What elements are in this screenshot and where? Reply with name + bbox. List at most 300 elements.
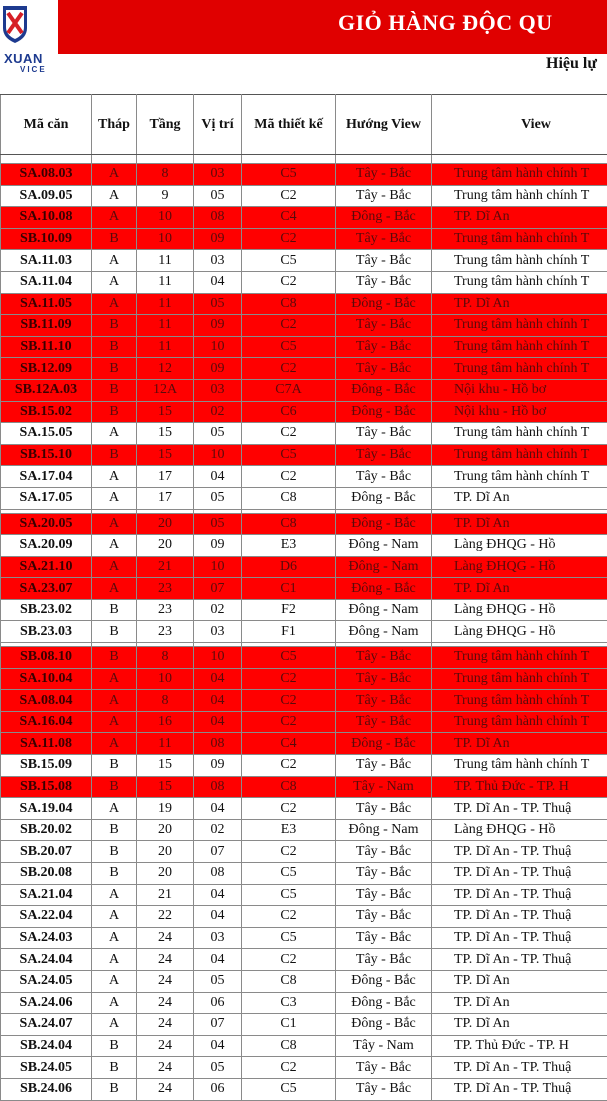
cell-design[interactable]: C8	[242, 970, 336, 992]
cell-position[interactable]: 05	[194, 185, 242, 207]
cell-view[interactable]: Trung tâm hành chính T	[432, 271, 607, 293]
cell-position[interactable]: 10	[194, 444, 242, 466]
cell-design[interactable]: C7A	[242, 379, 336, 401]
cell-direction[interactable]: Tây - Bắc	[336, 863, 432, 885]
cell-view[interactable]: Trung tâm hành chính T	[432, 423, 607, 445]
table-row[interactable]	[1, 444, 607, 466]
cell-tower[interactable]: B	[92, 647, 137, 669]
cell-floor[interactable]: 15	[137, 755, 194, 777]
cell-position[interactable]: 03	[194, 250, 242, 272]
cell-position[interactable]: 02	[194, 819, 242, 841]
cell-position[interactable]: 04	[194, 690, 242, 712]
cell-position[interactable]: 05	[194, 423, 242, 445]
cell-view[interactable]: Làng ĐHQG - Hồ	[432, 535, 607, 557]
cell-tower[interactable]: B	[92, 776, 137, 798]
cell-tower[interactable]: A	[92, 798, 137, 820]
cell-code[interactable]: SA.15.05	[1, 423, 92, 445]
cell-position[interactable]: 04	[194, 668, 242, 690]
cell-position[interactable]: 07	[194, 1014, 242, 1036]
table-row[interactable]	[1, 228, 607, 250]
cell-design[interactable]: C2	[242, 228, 336, 250]
cell-design[interactable]: C5	[242, 444, 336, 466]
cell-code[interactable]: SB.15.09	[1, 755, 92, 777]
cell-view[interactable]: Trung tâm hành chính T	[432, 185, 607, 207]
cell-tower[interactable]: A	[92, 271, 137, 293]
cell-floor[interactable]: 24	[137, 927, 194, 949]
cell-view[interactable]: TP. Thủ Đức - TP. H	[432, 776, 607, 798]
cell-direction[interactable]: Tây - Bắc	[336, 841, 432, 863]
table-row[interactable]	[1, 1035, 607, 1057]
cell-design[interactable]: C6	[242, 401, 336, 423]
cell-view[interactable]: Trung tâm hành chính T	[432, 336, 607, 358]
cell-tower[interactable]: B	[92, 228, 137, 250]
cell-code[interactable]: SB.24.04	[1, 1035, 92, 1057]
col-header-design[interactable]: Mã thiết kế	[242, 95, 336, 155]
cell-position[interactable]: 05	[194, 970, 242, 992]
cell-tower[interactable]: B	[92, 863, 137, 885]
cell-view[interactable]: TP. Dĩ An	[432, 513, 607, 535]
cell-view[interactable]: Trung tâm hành chính T	[432, 647, 607, 669]
cell-position[interactable]: 09	[194, 358, 242, 380]
table-row[interactable]	[1, 992, 607, 1014]
cell-position[interactable]: 08	[194, 207, 242, 229]
cell-design[interactable]: F1	[242, 621, 336, 643]
cell-tower[interactable]: A	[92, 185, 137, 207]
table-row[interactable]	[1, 466, 607, 488]
col-header-code[interactable]: Mã căn	[1, 95, 92, 155]
cell-code[interactable]: SB.20.08	[1, 863, 92, 885]
cell-direction[interactable]: Đông - Nam	[336, 621, 432, 643]
cell-position[interactable]: 06	[194, 992, 242, 1014]
cell-tower[interactable]: B	[92, 841, 137, 863]
cell-tower[interactable]: A	[92, 423, 137, 445]
cell-tower[interactable]: B	[92, 599, 137, 621]
cell-view[interactable]: Nội khu - Hồ bơ	[432, 401, 607, 423]
table-row[interactable]	[1, 578, 607, 600]
cell-position[interactable]: 04	[194, 906, 242, 928]
cell-code[interactable]: SA.23.07	[1, 578, 92, 600]
cell-design[interactable]: C5	[242, 250, 336, 272]
cell-view[interactable]: TP. Dĩ An - TP. Thuậ	[432, 884, 607, 906]
cell-design[interactable]: C8	[242, 293, 336, 315]
table-row[interactable]	[1, 776, 607, 798]
cell-design[interactable]: C2	[242, 271, 336, 293]
cell-direction[interactable]: Tây - Bắc	[336, 315, 432, 337]
cell-code[interactable]: SB.10.09	[1, 228, 92, 250]
cell-code[interactable]: SA.24.03	[1, 927, 92, 949]
table-row[interactable]	[1, 315, 607, 337]
cell-tower[interactable]: B	[92, 358, 137, 380]
cell-view[interactable]: TP. Dĩ An	[432, 487, 607, 509]
cell-position[interactable]: 10	[194, 336, 242, 358]
cell-design[interactable]: C1	[242, 578, 336, 600]
cell-design[interactable]: C2	[242, 315, 336, 337]
cell-code[interactable]: SB.24.06	[1, 1078, 92, 1100]
table-row[interactable]	[1, 927, 607, 949]
cell-direction[interactable]: Đông - Bắc	[336, 1014, 432, 1036]
cell-view[interactable]: TP. Dĩ An - TP. Thuậ	[432, 841, 607, 863]
cell-design[interactable]: C2	[242, 466, 336, 488]
cell-design[interactable]: C2	[242, 358, 336, 380]
cell-design[interactable]: C5	[242, 336, 336, 358]
cell-direction[interactable]: Đông - Bắc	[336, 379, 432, 401]
cell-code[interactable]: SA.08.04	[1, 690, 92, 712]
table-row[interactable]	[1, 185, 607, 207]
cell-direction[interactable]: Tây - Bắc	[336, 690, 432, 712]
cell-tower[interactable]: A	[92, 293, 137, 315]
cell-code[interactable]: SA.08.03	[1, 164, 92, 186]
cell-position[interactable]: 08	[194, 776, 242, 798]
cell-view[interactable]: TP. Dĩ An	[432, 207, 607, 229]
cell-design[interactable]: C8	[242, 776, 336, 798]
cell-position[interactable]: 08	[194, 863, 242, 885]
cell-view[interactable]: TP. Dĩ An - TP. Thuậ	[432, 1078, 607, 1100]
cell-tower[interactable]: A	[92, 556, 137, 578]
cell-view[interactable]: TP. Dĩ An - TP. Thuậ	[432, 863, 607, 885]
cell-code[interactable]: SB.12.09	[1, 358, 92, 380]
cell-view[interactable]: Trung tâm hành chính T	[432, 466, 607, 488]
cell-position[interactable]: 04	[194, 271, 242, 293]
cell-code[interactable]: SA.24.07	[1, 1014, 92, 1036]
cell-tower[interactable]: A	[92, 992, 137, 1014]
cell-direction[interactable]: Tây - Bắc	[336, 927, 432, 949]
cell-design[interactable]: C2	[242, 423, 336, 445]
table-row[interactable]	[1, 556, 607, 578]
cell-floor[interactable]: 23	[137, 621, 194, 643]
cell-tower[interactable]: A	[92, 970, 137, 992]
cell-view[interactable]: Trung tâm hành chính T	[432, 315, 607, 337]
col-header-floor[interactable]: Tầng	[137, 95, 194, 155]
cell-view[interactable]: Trung tâm hành chính T	[432, 668, 607, 690]
cell-design[interactable]: C8	[242, 1035, 336, 1057]
cell-design[interactable]: C4	[242, 207, 336, 229]
cell-view[interactable]: Làng ĐHQG - Hồ	[432, 556, 607, 578]
cell-view[interactable]: TP. Dĩ An	[432, 733, 607, 755]
cell-tower[interactable]: A	[92, 1014, 137, 1036]
table-row[interactable]	[1, 293, 607, 315]
cell-code[interactable]: SB.15.02	[1, 401, 92, 423]
cell-tower[interactable]: B	[92, 755, 137, 777]
cell-direction[interactable]: Tây - Nam	[336, 776, 432, 798]
cell-code[interactable]: SA.20.05	[1, 513, 92, 535]
cell-position[interactable]: 09	[194, 228, 242, 250]
cell-design[interactable]: C5	[242, 1078, 336, 1100]
cell-design[interactable]: C8	[242, 487, 336, 509]
col-header-view[interactable]: View	[432, 95, 607, 155]
col-header-position[interactable]: Vị trí	[194, 95, 242, 155]
cell-direction[interactable]: Đông - Bắc	[336, 970, 432, 992]
cell-position[interactable]: 07	[194, 578, 242, 600]
cell-direction[interactable]: Đông - Bắc	[336, 401, 432, 423]
cell-tower[interactable]: A	[92, 164, 137, 186]
table-row[interactable]	[1, 841, 607, 863]
cell-position[interactable]: 09	[194, 535, 242, 557]
cell-floor[interactable]: 24	[137, 1014, 194, 1036]
cell-tower[interactable]: A	[92, 927, 137, 949]
cell-floor[interactable]: 15	[137, 444, 194, 466]
cell-direction[interactable]: Tây - Bắc	[336, 164, 432, 186]
cell-floor[interactable]: 12	[137, 358, 194, 380]
cell-floor[interactable]: 19	[137, 798, 194, 820]
cell-tower[interactable]: A	[92, 207, 137, 229]
table-row[interactable]	[1, 336, 607, 358]
cell-design[interactable]: C2	[242, 668, 336, 690]
cell-direction[interactable]: Tây - Bắc	[336, 668, 432, 690]
cell-design[interactable]: C2	[242, 690, 336, 712]
cell-code[interactable]: SA.19.04	[1, 798, 92, 820]
cell-position[interactable]: 08	[194, 733, 242, 755]
cell-code[interactable]: SA.21.04	[1, 884, 92, 906]
cell-floor[interactable]: 10	[137, 228, 194, 250]
cell-view[interactable]: Làng ĐHQG - Hồ	[432, 599, 607, 621]
cell-view[interactable]: TP. Dĩ An	[432, 1014, 607, 1036]
cell-code[interactable]: SB.24.05	[1, 1057, 92, 1079]
cell-design[interactable]: C5	[242, 164, 336, 186]
cell-position[interactable]: 10	[194, 647, 242, 669]
cell-view[interactable]: TP. Dĩ An - TP. Thuậ	[432, 798, 607, 820]
cell-code[interactable]: SB.15.08	[1, 776, 92, 798]
table-row[interactable]	[1, 798, 607, 820]
cell-tower[interactable]: A	[92, 733, 137, 755]
cell-view[interactable]: Trung tâm hành chính T	[432, 711, 607, 733]
cell-floor[interactable]: 24	[137, 1078, 194, 1100]
cell-position[interactable]: 07	[194, 841, 242, 863]
cell-position[interactable]: 04	[194, 884, 242, 906]
cell-floor[interactable]: 21	[137, 556, 194, 578]
cell-design[interactable]: C5	[242, 927, 336, 949]
cell-view[interactable]: TP. Dĩ An - TP. Thuậ	[432, 949, 607, 971]
cell-position[interactable]: 03	[194, 164, 242, 186]
cell-view[interactable]: Trung tâm hành chính T	[432, 444, 607, 466]
cell-position[interactable]: 05	[194, 1057, 242, 1079]
cell-floor[interactable]: 20	[137, 841, 194, 863]
cell-view[interactable]: TP. Thủ Đức - TP. H	[432, 1035, 607, 1057]
cell-floor[interactable]: 20	[137, 513, 194, 535]
table-row[interactable]	[1, 513, 607, 535]
cell-position[interactable]: 03	[194, 621, 242, 643]
cell-position[interactable]: 06	[194, 1078, 242, 1100]
cell-tower[interactable]: A	[92, 884, 137, 906]
cell-direction[interactable]: Đông - Bắc	[336, 992, 432, 1014]
cell-tower[interactable]: A	[92, 513, 137, 535]
cell-floor[interactable]: 17	[137, 487, 194, 509]
cell-code[interactable]: SA.17.04	[1, 466, 92, 488]
cell-code[interactable]: SB.20.07	[1, 841, 92, 863]
cell-direction[interactable]: Tây - Bắc	[336, 250, 432, 272]
cell-floor[interactable]: 24	[137, 992, 194, 1014]
cell-floor[interactable]: 22	[137, 906, 194, 928]
cell-code[interactable]: SB.20.02	[1, 819, 92, 841]
cell-tower[interactable]: A	[92, 487, 137, 509]
cell-position[interactable]: 04	[194, 1035, 242, 1057]
cell-design[interactable]: C5	[242, 647, 336, 669]
cell-position[interactable]: 09	[194, 755, 242, 777]
cell-direction[interactable]: Đông - Bắc	[336, 207, 432, 229]
cell-view[interactable]: TP. Dĩ An	[432, 992, 607, 1014]
table-row[interactable]	[1, 621, 607, 643]
cell-position[interactable]: 04	[194, 466, 242, 488]
cell-floor[interactable]: 24	[137, 1057, 194, 1079]
table-row[interactable]	[1, 1014, 607, 1036]
cell-floor[interactable]: 11	[137, 733, 194, 755]
cell-floor[interactable]: 23	[137, 599, 194, 621]
cell-design[interactable]: C2	[242, 798, 336, 820]
cell-tower[interactable]: A	[92, 711, 137, 733]
cell-direction[interactable]: Tây - Bắc	[336, 185, 432, 207]
cell-code[interactable]: SA.10.08	[1, 207, 92, 229]
cell-tower[interactable]: B	[92, 1035, 137, 1057]
cell-code[interactable]: SB.08.10	[1, 647, 92, 669]
cell-design[interactable]: C2	[242, 755, 336, 777]
table-row[interactable]	[1, 487, 607, 509]
cell-design[interactable]: C8	[242, 513, 336, 535]
cell-floor[interactable]: 12A	[137, 379, 194, 401]
table-row[interactable]	[1, 970, 607, 992]
cell-tower[interactable]: B	[92, 1078, 137, 1100]
cell-tower[interactable]: B	[92, 1057, 137, 1079]
cell-design[interactable]: C3	[242, 992, 336, 1014]
cell-floor[interactable]: 8	[137, 690, 194, 712]
cell-floor[interactable]: 15	[137, 423, 194, 445]
cell-tower[interactable]: B	[92, 379, 137, 401]
cell-design[interactable]: C5	[242, 884, 336, 906]
cell-direction[interactable]: Tây - Bắc	[336, 466, 432, 488]
cell-position[interactable]: 04	[194, 798, 242, 820]
cell-direction[interactable]: Tây - Bắc	[336, 271, 432, 293]
cell-position[interactable]: 05	[194, 513, 242, 535]
col-header-direction[interactable]: Hướng View	[336, 95, 432, 155]
cell-position[interactable]: 03	[194, 379, 242, 401]
table-row[interactable]	[1, 401, 607, 423]
cell-direction[interactable]: Tây - Bắc	[336, 949, 432, 971]
cell-direction[interactable]: Tây - Bắc	[336, 906, 432, 928]
cell-code[interactable]: SA.21.10	[1, 556, 92, 578]
cell-direction[interactable]: Đông - Bắc	[336, 293, 432, 315]
table-row[interactable]	[1, 358, 607, 380]
cell-floor[interactable]: 23	[137, 578, 194, 600]
cell-tower[interactable]: A	[92, 690, 137, 712]
cell-design[interactable]: E3	[242, 819, 336, 841]
cell-position[interactable]: 02	[194, 401, 242, 423]
cell-design[interactable]: E3	[242, 535, 336, 557]
cell-code[interactable]: SA.20.09	[1, 535, 92, 557]
cell-direction[interactable]: Tây - Bắc	[336, 336, 432, 358]
table-row[interactable]	[1, 755, 607, 777]
cell-floor[interactable]: 11	[137, 315, 194, 337]
cell-tower[interactable]: B	[92, 444, 137, 466]
cell-design[interactable]: C2	[242, 185, 336, 207]
cell-position[interactable]: 02	[194, 599, 242, 621]
table-row[interactable]	[1, 207, 607, 229]
cell-direction[interactable]: Tây - Bắc	[336, 755, 432, 777]
cell-design[interactable]: C2	[242, 841, 336, 863]
cell-code[interactable]: SA.09.05	[1, 185, 92, 207]
cell-floor[interactable]: 9	[137, 185, 194, 207]
cell-code[interactable]: SB.23.03	[1, 621, 92, 643]
cell-floor[interactable]: 15	[137, 776, 194, 798]
cell-design[interactable]: C5	[242, 863, 336, 885]
cell-direction[interactable]: Tây - Nam	[336, 1035, 432, 1057]
table-row[interactable]	[1, 949, 607, 971]
cell-direction[interactable]: Đông - Nam	[336, 556, 432, 578]
cell-floor[interactable]: 11	[137, 271, 194, 293]
cell-code[interactable]: SA.10.04	[1, 668, 92, 690]
cell-direction[interactable]: Tây - Bắc	[336, 358, 432, 380]
cell-code[interactable]: SA.24.06	[1, 992, 92, 1014]
cell-design[interactable]: C1	[242, 1014, 336, 1036]
cell-view[interactable]: Trung tâm hành chính T	[432, 755, 607, 777]
cell-direction[interactable]: Đông - Nam	[336, 535, 432, 557]
cell-design[interactable]: C2	[242, 949, 336, 971]
cell-code[interactable]: SB.12A.03	[1, 379, 92, 401]
cell-view[interactable]: Trung tâm hành chính T	[432, 690, 607, 712]
cell-tower[interactable]: B	[92, 621, 137, 643]
cell-position[interactable]: 09	[194, 315, 242, 337]
table-row[interactable]	[1, 863, 607, 885]
cell-design[interactable]: F2	[242, 599, 336, 621]
cell-view[interactable]: TP. Dĩ An - TP. Thuậ	[432, 1057, 607, 1079]
cell-floor[interactable]: 8	[137, 164, 194, 186]
cell-position[interactable]: 05	[194, 487, 242, 509]
cell-floor[interactable]: 24	[137, 1035, 194, 1057]
table-row[interactable]	[1, 379, 607, 401]
cell-position[interactable]: 10	[194, 556, 242, 578]
cell-code[interactable]: SA.24.05	[1, 970, 92, 992]
cell-floor[interactable]: 20	[137, 863, 194, 885]
cell-tower[interactable]: A	[92, 250, 137, 272]
cell-direction[interactable]: Tây - Bắc	[336, 711, 432, 733]
table-row[interactable]	[1, 733, 607, 755]
cell-floor[interactable]: 8	[137, 647, 194, 669]
cell-floor[interactable]: 10	[137, 668, 194, 690]
table-row[interactable]	[1, 271, 607, 293]
cell-tower[interactable]: B	[92, 336, 137, 358]
cell-code[interactable]: SB.11.10	[1, 336, 92, 358]
cell-tower[interactable]: A	[92, 668, 137, 690]
table-row[interactable]	[1, 423, 607, 445]
table-row[interactable]	[1, 599, 607, 621]
cell-code[interactable]: SA.24.04	[1, 949, 92, 971]
cell-code[interactable]: SB.23.02	[1, 599, 92, 621]
cell-design[interactable]: D6	[242, 556, 336, 578]
cell-direction[interactable]: Tây - Bắc	[336, 1057, 432, 1079]
cell-view[interactable]: Trung tâm hành chính T	[432, 358, 607, 380]
cell-direction[interactable]: Đông - Nam	[336, 819, 432, 841]
cell-floor[interactable]: 16	[137, 711, 194, 733]
cell-tower[interactable]: A	[92, 906, 137, 928]
table-row[interactable]	[1, 711, 607, 733]
cell-view[interactable]: TP. Dĩ An - TP. Thuậ	[432, 906, 607, 928]
cell-direction[interactable]: Tây - Bắc	[336, 444, 432, 466]
cell-tower[interactable]: A	[92, 535, 137, 557]
cell-direction[interactable]: Tây - Bắc	[336, 798, 432, 820]
cell-position[interactable]: 04	[194, 949, 242, 971]
cell-view[interactable]: TP. Dĩ An	[432, 293, 607, 315]
cell-floor[interactable]: 20	[137, 535, 194, 557]
table-row[interactable]	[1, 1078, 607, 1100]
cell-direction[interactable]: Đông - Bắc	[336, 487, 432, 509]
cell-position[interactable]: 05	[194, 293, 242, 315]
cell-direction[interactable]: Đông - Bắc	[336, 578, 432, 600]
cell-direction[interactable]: Tây - Bắc	[336, 1078, 432, 1100]
cell-code[interactable]: SB.11.09	[1, 315, 92, 337]
cell-position[interactable]: 04	[194, 711, 242, 733]
cell-floor[interactable]: 11	[137, 293, 194, 315]
cell-view[interactable]: Làng ĐHQG - Hồ	[432, 621, 607, 643]
cell-design[interactable]: C2	[242, 906, 336, 928]
cell-floor[interactable]: 17	[137, 466, 194, 488]
cell-view[interactable]: Trung tâm hành chính T	[432, 250, 607, 272]
